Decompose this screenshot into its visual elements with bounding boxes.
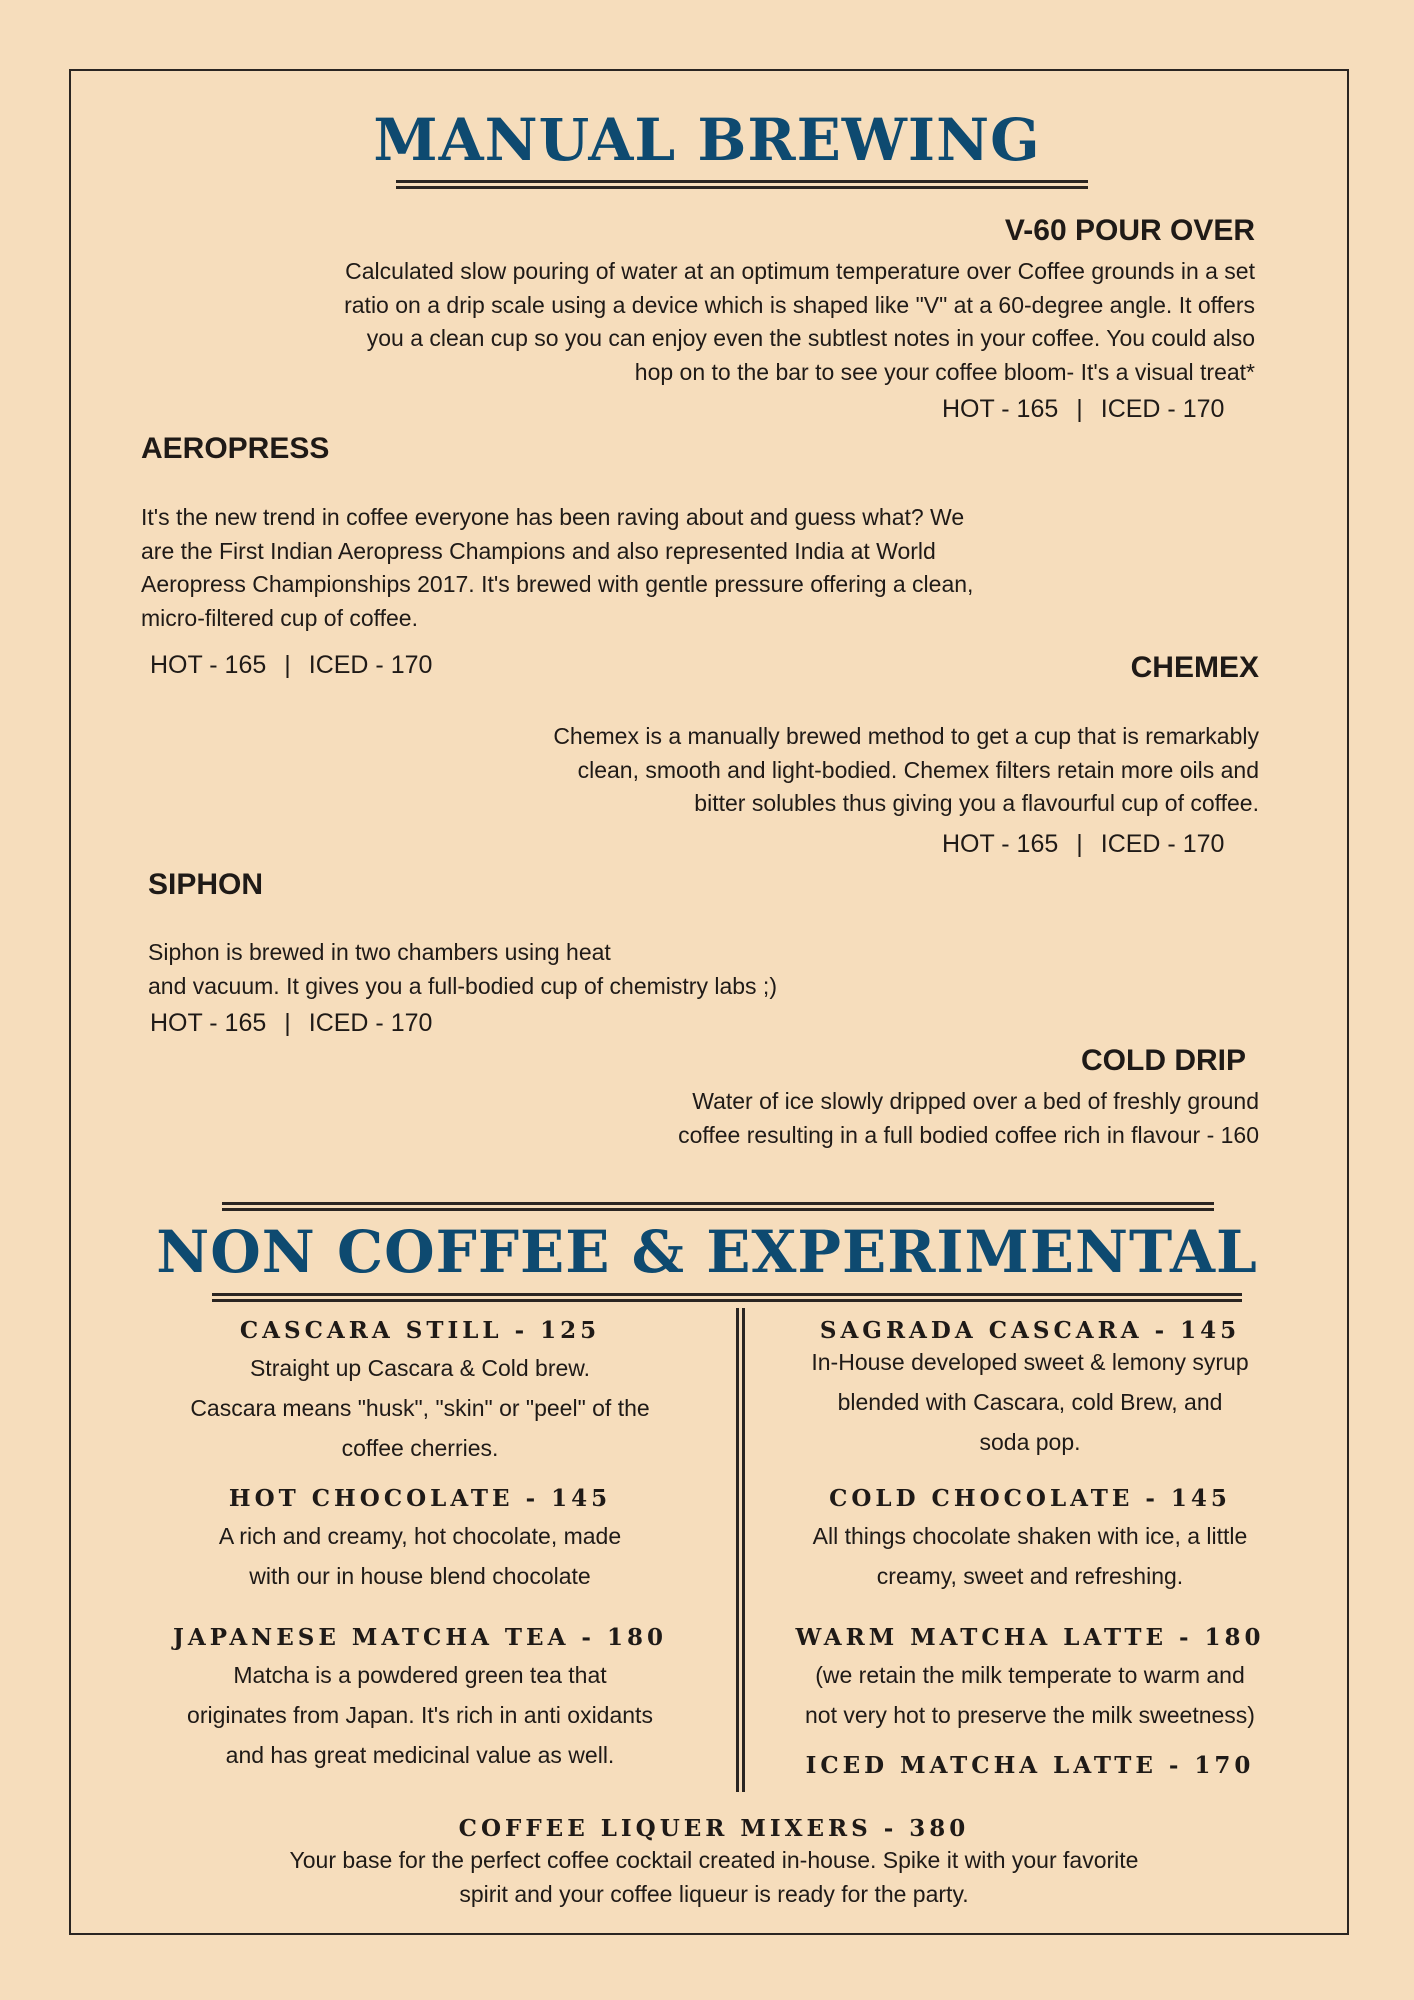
desc-line: Cascara means "husk", "skin" or "peel" of the <box>190 1395 650 1421</box>
aeropress-prices <box>150 651 432 680</box>
warm-matcha-latte-description <box>750 1655 1310 1735</box>
iced-price: ICED - 170 <box>308 1009 433 1037</box>
desc-line: spirit and your coffee liqueur is ready for the party. <box>459 1880 969 1907</box>
desc-line: (we retain the milk temperate to warm and <box>815 1662 1245 1688</box>
title-underline <box>396 180 1088 189</box>
hot-price: HOT - 165 <box>942 830 1059 858</box>
iced-price: ICED - 170 <box>308 651 433 679</box>
japanese-matcha-tea-description <box>140 1655 700 1775</box>
siphon-heading: SIPHON <box>148 868 264 901</box>
desc-line: Matcha is a powdered green tea that <box>233 1662 607 1688</box>
hot-price: HOT - 165 <box>942 395 1059 423</box>
coffee-liquer-description <box>100 1844 1328 1911</box>
right-column-iced-matcha <box>750 1752 1310 1779</box>
aeropress-line: Aeropress Championships 2017. It's brewed with gentle pressure offering a clean, <box>141 571 974 597</box>
hot-price: HOT - 165 <box>150 651 267 679</box>
price-separator: | <box>1076 830 1083 858</box>
cold-drip-description <box>359 1085 1259 1152</box>
v60-description <box>55 255 1255 389</box>
siphon-prices <box>150 1009 432 1038</box>
desc-line: All things chocolate shaken with ice, a little <box>812 1523 1248 1549</box>
cold-chocolate-description <box>750 1516 1310 1596</box>
siphon-description <box>148 936 1148 1003</box>
left-column-matcha-tea <box>140 1624 700 1775</box>
v60-line: you a clean cup so you can enjoy even the subtlest notes in your coffee. You could also <box>366 325 1255 351</box>
iced-price: ICED - 170 <box>1100 395 1225 423</box>
left-column <box>140 1317 700 1468</box>
japanese-matcha-tea-heading: JAPANESE MATCHA TEA - 180 <box>172 1624 667 1651</box>
price-separator: | <box>284 651 291 679</box>
non-coffee-title: NON COFFEE & EXPERIMENTAL <box>156 1218 1258 1286</box>
manual-brewing-title: MANUAL BREWING <box>373 106 1041 174</box>
aeropress-description <box>141 501 1241 635</box>
siphon-line: and vacuum. It gives you a full-bodied cup of chemistry labs ;) <box>148 972 777 999</box>
aeropress-line: are the First Indian Aeropress Champions and also represented India at World <box>141 537 936 564</box>
hot-chocolate-heading: HOT CHOCOLATE - 145 <box>228 1485 612 1512</box>
sagrada-cascara-heading: SAGRADA CASCARA - 145 <box>819 1317 1241 1344</box>
left-column-hot-chocolate <box>140 1485 700 1596</box>
warm-matcha-latte-heading: WARM MATCHA LATTE - 180 <box>795 1624 1265 1651</box>
price-separator: | <box>1076 395 1083 423</box>
iced-matcha-latte-heading: ICED MATCHA LATTE - 170 <box>805 1752 1255 1779</box>
cold-drip-line: Water of ice slowly dripped over a bed of freshly ground <box>692 1088 1259 1114</box>
right-column-warm-matcha <box>750 1624 1310 1735</box>
desc-line: and has great medicinal value as well. <box>225 1742 615 1768</box>
v60-line: ratio on a drip scale using a device which is shaped like "V" at a 60-degree angle. It offers <box>344 291 1255 318</box>
cold-drip-line: coffee resulting in a full bodied coffee rich in flavour - 160 <box>678 1121 1259 1148</box>
cold-chocolate-heading: COLD CHOCOLATE - 145 <box>829 1485 1231 1512</box>
desc-line: Straight up Cascara & Cold brew. <box>249 1355 591 1381</box>
v60-line: Calculated slow pouring of water at an optimum temperature over Coffee grounds in a set <box>345 258 1255 284</box>
section-overline <box>222 1202 1214 1211</box>
chemex-line: Chemex is a manually brewed method to get a cup that is remarkably <box>553 723 1259 749</box>
cascara-still-description <box>140 1348 700 1468</box>
chemex-description <box>259 720 1259 821</box>
iced-price: ICED - 170 <box>1100 830 1225 858</box>
desc-line: soda pop. <box>979 1429 1081 1455</box>
cold-drip-heading: COLD DRIP <box>1081 1044 1246 1077</box>
v60-prices <box>942 395 1224 424</box>
aeropress-heading: AEROPRESS <box>141 432 330 465</box>
desc-line: blended with Cascara, cold Brew, and <box>837 1389 1223 1415</box>
siphon-line: Siphon is brewed in two chambers using heat <box>148 939 611 965</box>
section-underline <box>212 1293 1242 1302</box>
v60-heading: V-60 POUR OVER <box>1004 214 1255 247</box>
v60-line: hop on to the bar to see your coffee bloom- It's a visual treat* <box>634 358 1255 385</box>
desc-line: coffee cherries. <box>341 1435 499 1461</box>
aeropress-line: micro-filtered cup of coffee. <box>141 604 418 631</box>
cascara-still-heading: CASCARA STILL - 125 <box>239 1317 601 1344</box>
column-divider <box>736 1308 745 1792</box>
desc-line: Your base for the perfect coffee cocktail created in-house. Spike it with your favorite <box>289 1847 1139 1873</box>
desc-line: originates from Japan. It's rich in anti oxidants <box>187 1702 653 1728</box>
chemex-prices <box>942 830 1224 859</box>
hot-price: HOT - 165 <box>150 1009 267 1037</box>
chemex-line: clean, smooth and light-bodied. Chemex filters retain more oils and <box>577 756 1259 783</box>
chemex-heading: CHEMEX <box>1130 651 1259 684</box>
desc-line: not very hot to preserve the milk sweetness) <box>805 1702 1255 1728</box>
desc-line: creamy, sweet and refreshing. <box>876 1563 1184 1589</box>
price-separator: | <box>284 1009 291 1037</box>
coffee-liquer-section <box>100 1815 1328 1911</box>
desc-line: with our in house blend chocolate <box>249 1563 591 1589</box>
right-column-sagrada <box>750 1317 1310 1462</box>
hot-chocolate-description <box>140 1516 700 1596</box>
desc-line: A rich and creamy, hot chocolate, made <box>218 1523 622 1549</box>
right-column-cold-chocolate <box>750 1485 1310 1596</box>
sagrada-cascara-description <box>750 1342 1310 1462</box>
chemex-line: bitter solubles thus giving you a flavourful cup of coffee. <box>694 790 1259 816</box>
desc-line: In-House developed sweet & lemony syrup <box>811 1349 1249 1375</box>
coffee-liquer-heading: COFFEE LIQUER MIXERS - 380 <box>458 1815 970 1842</box>
aeropress-line: It's the new trend in coffee everyone has been raving about and guess what? We <box>141 504 965 530</box>
